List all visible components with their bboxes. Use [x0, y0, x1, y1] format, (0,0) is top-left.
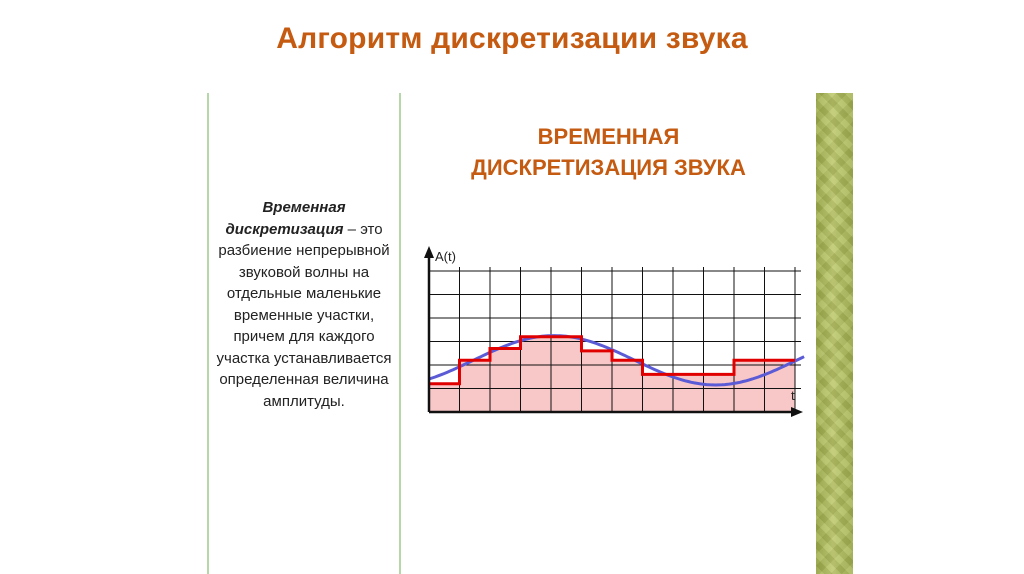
y-axis-label: A(t)	[435, 249, 456, 264]
sample-bar	[521, 337, 552, 412]
sample-bar	[704, 374, 735, 412]
sample-bar	[643, 374, 674, 412]
x-axis-label: t	[791, 388, 795, 403]
sample-bar	[490, 349, 521, 412]
sample-bar	[612, 360, 643, 412]
diagram-heading-line1: ВРЕМЕННАЯ	[537, 124, 680, 149]
sample-bar	[734, 360, 765, 412]
sample-bar	[460, 360, 491, 412]
page-title: Алгоритм дискретизации звука	[276, 22, 748, 55]
definition-term: Временная дискретизация	[225, 199, 346, 238]
sampling-diagram	[401, 240, 811, 435]
y-axis-arrow	[424, 246, 434, 258]
sample-bar	[582, 351, 613, 412]
definition-text	[209, 197, 399, 412]
definition-panel	[207, 93, 401, 574]
x-axis-arrow	[791, 407, 803, 417]
diagram-heading	[401, 121, 816, 183]
definition-body: – это разбиение непрерывной звуковой волны на отдельные маленькие временные участки, причем для каждого участка устанавливается определенная величина амплитуды.	[216, 220, 392, 410]
sample-bar	[551, 337, 582, 412]
diagram-heading-line2: ДИСКРЕТИЗАЦИЯ ЗВУКА	[471, 155, 746, 180]
decorative-stripe	[816, 93, 853, 574]
